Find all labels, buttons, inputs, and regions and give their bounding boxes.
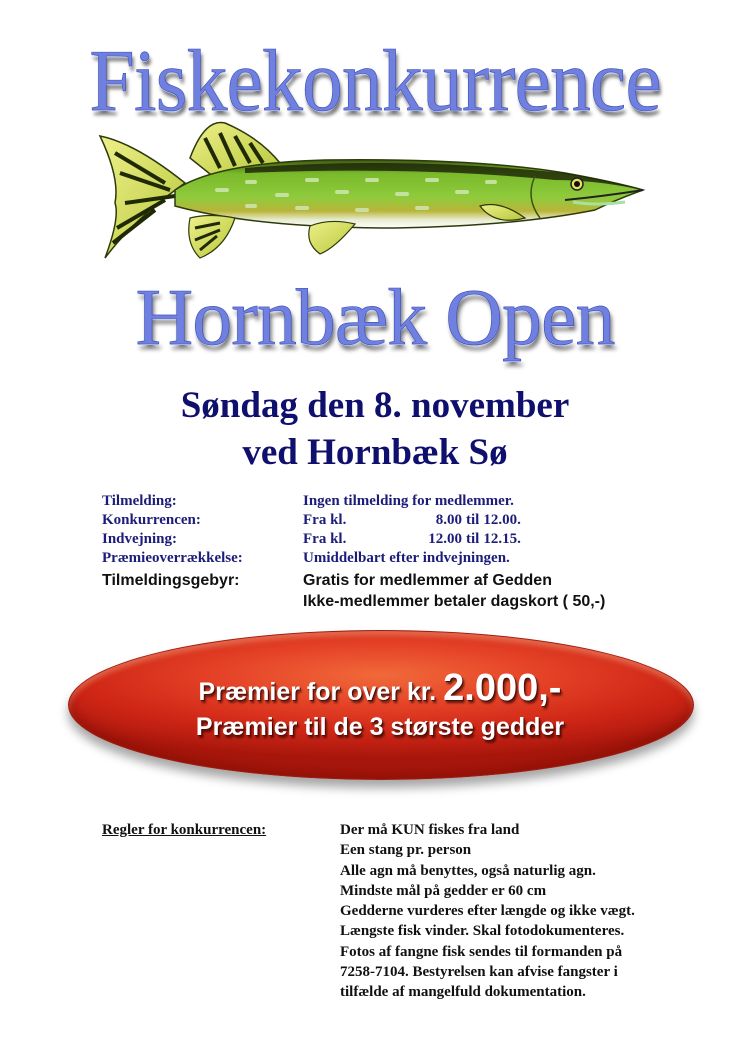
from-label: Fra kl. [303,512,347,528]
rule-line: Gedderne vurderes efter længde og ikke vægt. [340,903,635,920]
rule-line: Mindste mål på gedder er 60 cm [340,882,547,899]
from-label: Fra kl. [303,531,347,547]
start-time: 12.00 [428,531,462,547]
fee-value [303,570,605,612]
schedule-row [102,549,521,568]
to-label: til [466,512,480,528]
fee-line: Gratis for medlemmer af Gedden [303,572,552,589]
rule-line: 7258-7104. Bestyrelsen kan afvise fangster i [340,964,618,981]
prize-amount: 2.000,- [443,667,562,709]
schedule-row [102,530,521,549]
event-location: ved Hornbæk Sø [242,432,508,473]
prize-banner [68,630,692,790]
schedule-label: Konkurrencen: [102,512,201,528]
rule-line: Een stang pr. person [340,842,472,859]
rule-line: Fotos af fangne fisk sendes til formanden på [340,943,623,960]
prize-amount-line [68,667,692,710]
schedule-label: Tilmelding: [102,493,177,509]
rule-line: Der må KUN fiskes fra land [340,822,520,838]
schedule-row [102,511,521,530]
rule-line: Alle agn må benyttes, også naturlig agn. [340,862,596,879]
end-time: 12.00. [483,512,521,528]
schedule-row [102,492,521,511]
rule-line: tilfælde af mangelfuld dokumentation. [340,984,586,1001]
prize-description: Præmier til de 3 største gedder [195,713,565,741]
rules-list [340,820,635,1003]
pike-fish-illustration [95,118,650,268]
schedule-value: Ingen tilmelding for medlemmer. [303,493,514,509]
fee-label: Tilmeldingsgebyr: [102,572,240,589]
rules-label: Regler for konkurrencen: [102,822,267,838]
poster-subtitle: Hornbæk Open [135,274,615,362]
start-time: 8.00 [435,512,462,528]
fee-line: Ikke-medlemmer betaler dagskort ( 50,-) [303,593,606,610]
schedule-label: Indvejning: [102,531,178,547]
schedule-table [102,492,521,568]
rules-section [102,820,635,1003]
fee-section [102,570,605,612]
end-time: 12.15. [483,531,521,547]
prize-prefix: Præmier for over kr. [198,678,437,706]
schedule-label: Præmieoverrækkelse: [102,550,243,566]
schedule-value: Umiddelbart efter indvejningen. [303,550,510,566]
schedule-value [303,530,521,549]
event-date: Søndag den 8. november [180,385,570,426]
to-label: til [466,531,480,547]
poster-title: Fiskekonkurrence [89,33,661,130]
schedule-value [303,511,521,530]
rule-line: Længste fisk vinder. Skal fotodokumenteres. [340,923,625,940]
